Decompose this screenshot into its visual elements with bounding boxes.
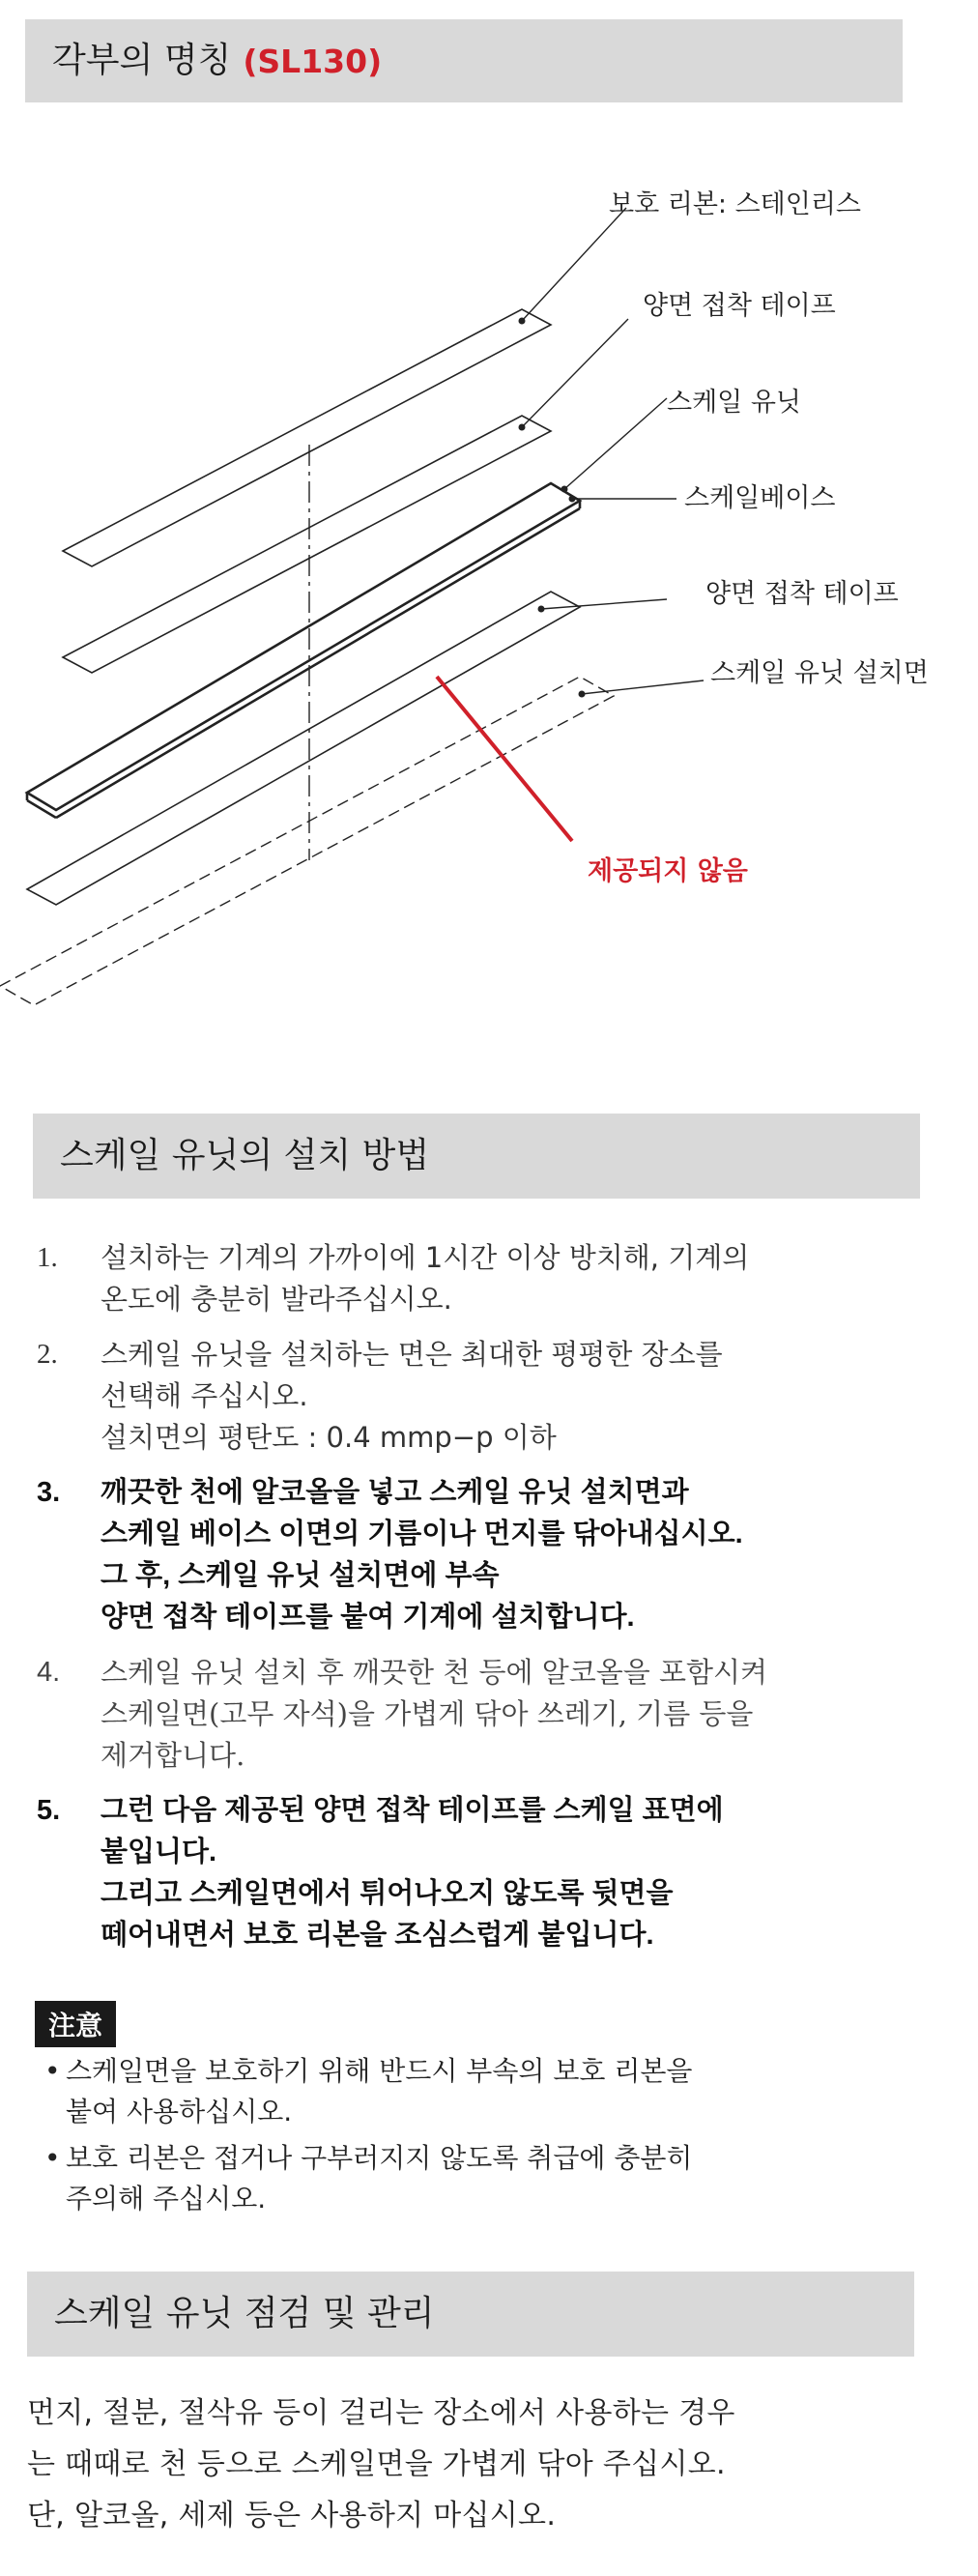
- install-surface-layer: [0, 677, 614, 1005]
- caution-item: • 보호 리본은 접거나 구부러지지 않도록 취급에 충분히 주의해 주십시오.: [44, 2142, 693, 2214]
- label-install-surface: 스케일 유닛 설치면: [710, 658, 929, 688]
- label-not-provided: 제공되지 않음: [588, 856, 748, 886]
- label-scale-unit: 스케일 유닛: [667, 388, 801, 418]
- label-protect-ribbon: 보호 리본: 스테인리스: [609, 189, 861, 219]
- step-1: 1. 설치하는 기계의 가까이에 1시간 이상 방치해, 기계의 온도에 충분히 발라주십시오.: [37, 1241, 750, 1316]
- caution-badge: 注意: [35, 2001, 116, 2047]
- label-double-tape-2: 양면 접착 테이프: [705, 579, 899, 609]
- exploded-diagram: [0, 116, 978, 1063]
- step-4: 4. 스케일 유닛 설치 후 깨끗한 천 등에 알코올을 포함시켜 스케일면(고무 자석)을 가볍게 닦아 쓰레기, 기름 등을 제거합니다.: [37, 1656, 768, 1772]
- step-2: 2. 스케일 유닛을 설치하는 면은 최대한 평평한 장소를 선택해 주십시오. 설치면의 평탄도 : 0.4 mmp−p 이하: [37, 1338, 723, 1454]
- section-header-installation: [33, 1114, 920, 1199]
- installation-steps: [35, 1237, 934, 1970]
- scale-unit-layer: [27, 483, 580, 810]
- section-title: 스케일 유닛의 설치 방법: [60, 1136, 430, 1175]
- double-tape-layer-1: [63, 416, 551, 673]
- section-title: 각부의 명칭: [52, 41, 232, 80]
- section-header-part-names: [25, 19, 903, 102]
- label-scale-base: 스케일베이스: [684, 483, 836, 513]
- label-double-tape-1: 양면 접착 테이프: [643, 291, 836, 321]
- model-label: (SL130): [243, 42, 383, 80]
- caution-box: [35, 2001, 924, 2225]
- section-header-maintenance: [27, 2272, 914, 2357]
- section-title: 스케일 유닛 점검 및 관리: [54, 2294, 435, 2333]
- caution-item: • 스케일면을 보호하기 위해 반드시 부속의 보호 리본을 붙여 사용하십시오.: [44, 2055, 693, 2127]
- maintenance-paragraph: 먼지, 절분, 절삭유 등이 걸리는 장소에서 사용하는 경우 는 때때로 천 등으로 스케일면을 가볍게 닦아 주십시오. 단, 알코올, 세제 등은 사용하지 마십시오.: [27, 2396, 735, 2533]
- not-provided-pointer: [437, 677, 572, 841]
- step-3: 3. 깨끗한 천에 알코올을 넣고 스케일 유닛 설치면과 스케일 베이스 이면의 기름이나 먼지를 닦아내십시오. 그 후, 스케일 유닛 설치면에 부속 양면 접착 테이프를 붙여 기계에 설치합니다.: [37, 1477, 743, 1633]
- step-5: 5. 그런 다음 제공된 양면 접착 테이프를 스케일 표면에 붙입니다. 그리고 스케일면에서 튀어나오지 않도록 뒷면을 떼어내면서 보호 리본을 조심스럽게 붙입니다.: [37, 1795, 724, 1951]
